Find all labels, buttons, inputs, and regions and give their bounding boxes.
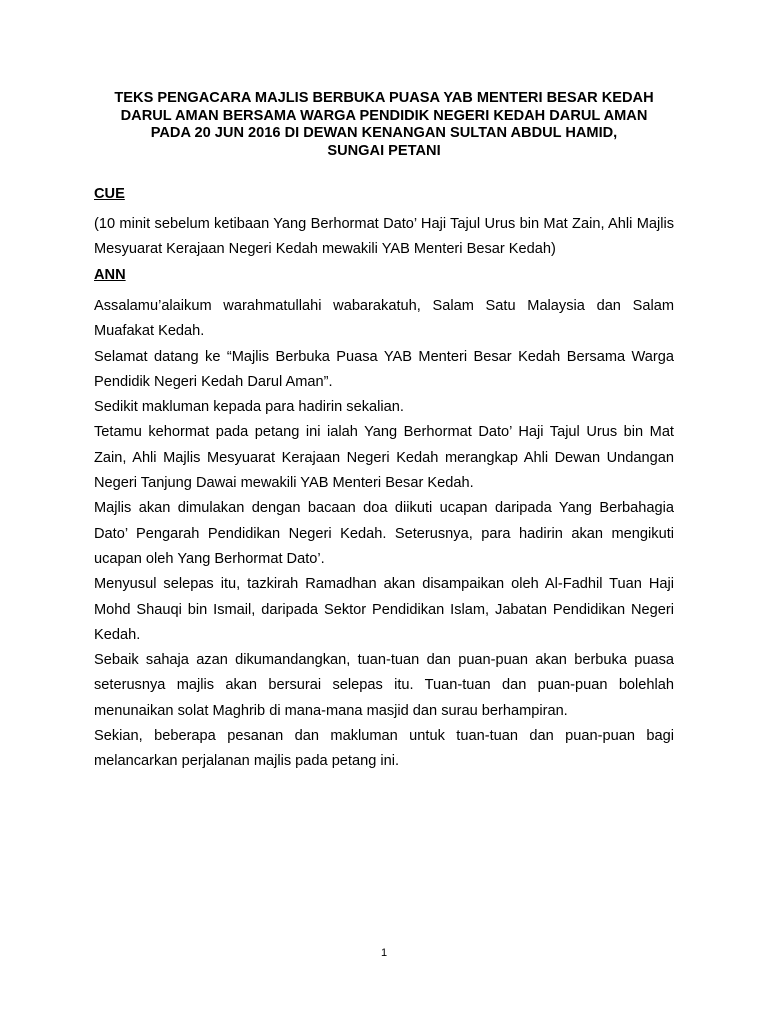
paragraph: Selamat datang ke “Majlis Berbuka Puasa YAB Menteri Besar Kedah Bersama Warga Pendidik Negeri Kedah Darul Aman”. [94,348,674,390]
page-number: 1 [380,947,388,959]
title-line: SUNGAI PETANI [327,142,441,159]
cue-heading: CUE [94,186,125,202]
paragraph: Sekian, beberapa pesanan dan makluman untuk tuan-tuan dan puan-puan bagi melancarkan perjalanan majlis pada petang ini. [94,728,674,770]
title-line: PADA 20 JUN 2016 DI DEWAN KENANGAN SULTAN ABDUL HAMID, [150,125,618,141]
document-title [94,90,674,160]
paragraph: Sedikit makluman kepada para hadirin sekalian. [94,399,404,416]
paragraph: Majlis akan dimulakan dengan bacaan doa diikuti ucapan daripada Yang Berbahagia Dato’ Pengarah Pendidikan Negeri Kedah. Seterusnya, para hadirin akan mengikuti ucapan oleh Yang Berhormat Dato’. [94,500,674,567]
title-line: TEKS PENGACARA MAJLIS BERBUKA PUASA YAB MENTERI BESAR KEDAH [114,90,654,106]
ann-heading: ANN [94,267,126,283]
paragraph: Assalamu’alaikum warahmatullahi wabarakatuh, Salam Satu Malaysia dan Salam Muafakat Kedah. [94,298,674,340]
cue-note: (10 minit sebelum ketibaan Yang Berhormat Dato’ Haji Tajul Urus bin Mat Zain, Ahli Majlis Mesyuarat Kerajaan Negeri Kedah mewakili YAB Menteri Besar Kedah) [94,216,674,257]
paragraph: Menyusul selepas itu, tazkirah Ramadhan akan disampaikan oleh Al-Fadhil Tuan Haji Mohd Shauqi bin Ismail, daripada Sektor Pendidikan Islam, Jabatan Pendidikan Negeri Kedah. [94,576,674,643]
paragraph: Tetamu kehormat pada petang ini ialah Yang Berhormat Dato’ Haji Tajul Urus bin Mat Zain, Ahli Majlis Mesyuarat Kerajaan Negeri Kedah merangkap Ahli Dewan Undangan Negeri Tanjung Dawai mewakili YAB Menteri Besar Kedah. [94,424,674,492]
paragraph: Sebaik sahaja azan dikumandangkan, tuan-tuan dan puan-puan akan berbuka puasa seterusnya majlis akan bersurai selepas itu. Tuan-tuan dan puan-puan bolehlah menunaikan solat Maghrib di mana-mana masjid dan surau berhampiran. [94,652,674,719]
title-line: DARUL AMAN BERSAMA WARGA PENDIDIK NEGERI KEDAH DARUL AMAN [120,107,648,124]
announcement-body [94,294,674,775]
